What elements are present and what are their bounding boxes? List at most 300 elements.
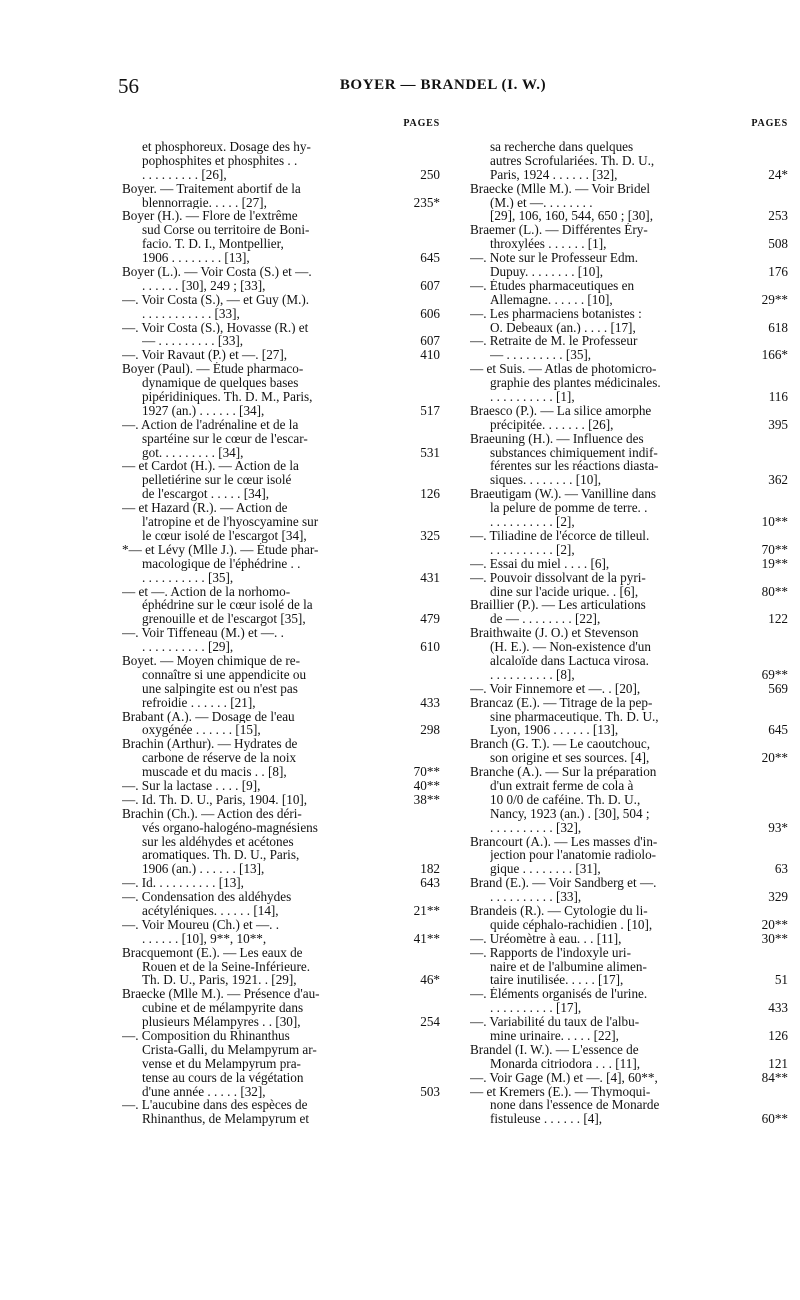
page-ref: 362 bbox=[768, 472, 788, 488]
page-ref: 325 bbox=[420, 527, 440, 543]
entry-text: Brand (E.). — Voir Sandberg et —. bbox=[470, 876, 657, 891]
index-entry-line bbox=[470, 362, 788, 376]
page-ref: 433 bbox=[768, 1000, 788, 1016]
index-entry-line bbox=[470, 459, 788, 473]
index-entry-line bbox=[470, 710, 788, 724]
entry-text: 1906 . . . . . . . . [13], bbox=[142, 251, 250, 266]
entry-text: . . . . . . . . . . [35], bbox=[142, 570, 234, 585]
index-entry-line bbox=[122, 279, 440, 293]
entry-text: Brancaz (E.). — Titrage de la pep- bbox=[470, 695, 653, 710]
entry-text: pophosphites et phosphites . . bbox=[142, 153, 298, 168]
page-ref: 643 bbox=[420, 875, 440, 891]
index-entry-line bbox=[470, 571, 788, 585]
entry-text: vense et du Melampyrum pra- bbox=[142, 1056, 301, 1071]
page-ref: 645 bbox=[420, 250, 440, 266]
index-entry-line bbox=[470, 723, 788, 737]
entry-text: Branch (G. T.). — Le caoutchouc, bbox=[470, 737, 651, 752]
entry-text: le cœur isolé de l'escargot [34], bbox=[142, 528, 307, 543]
entry-text: mine urinaire. . . . . [22], bbox=[490, 1029, 619, 1043]
page-ref: 69** bbox=[761, 666, 788, 682]
index-entry-line bbox=[470, 835, 788, 849]
page-ref: 29** bbox=[761, 291, 788, 307]
entry-text: . . . . . . . . . . [8], bbox=[490, 667, 575, 682]
entry-text: . . . . . . . . . . [33], bbox=[490, 890, 582, 904]
page-ref: 60** bbox=[761, 1111, 788, 1127]
entry-text: d'une année . . . . . [32], bbox=[142, 1084, 266, 1099]
entry-text: macologique de l'éphédrine . . bbox=[142, 556, 301, 571]
entry-text: —. Pouvoir dissolvant de la pyri- bbox=[470, 570, 646, 585]
index-entry-line bbox=[470, 793, 788, 807]
page-ref: 176 bbox=[768, 264, 788, 280]
entry-text: son origine et ses sources. [4], bbox=[490, 751, 650, 766]
index-entry-line bbox=[470, 140, 788, 154]
page-ref: 508 bbox=[768, 236, 788, 252]
index-entry-line bbox=[470, 265, 788, 279]
entry-text: dine sur l'acide urique. . [6], bbox=[490, 584, 639, 599]
entry-text: —. Id. . . . . . . . . . [13], bbox=[122, 876, 244, 891]
index-entry-line bbox=[122, 1057, 440, 1071]
entry-text: éphédrine sur le cœur isolé de la bbox=[142, 598, 313, 613]
entry-text: —. Voir Moureu (Ch.) et —. . bbox=[122, 917, 280, 932]
entry-text: Braemer (L.). — Différentes Éry- bbox=[470, 223, 648, 238]
left-column bbox=[122, 118, 440, 1126]
index-entry-line bbox=[122, 626, 440, 640]
index-entry-line bbox=[122, 376, 440, 390]
entry-text: —. Éléments organisés de l'urine. bbox=[470, 987, 648, 1002]
index-entry-line bbox=[470, 182, 788, 196]
index-entry-line bbox=[122, 807, 440, 821]
entry-text: —. Essai du miel . . . . [6], bbox=[470, 556, 610, 571]
entry-text: blennorragie. . . . . [27], bbox=[142, 195, 267, 210]
entry-text: —. Sur la lactase . . . . [9], bbox=[122, 778, 261, 793]
index-entry-line bbox=[122, 571, 440, 585]
index-entry-line bbox=[122, 585, 440, 599]
entry-text: substances chimiquement indif- bbox=[490, 445, 658, 460]
page-ref: 30** bbox=[761, 930, 788, 946]
index-entry-line bbox=[122, 654, 440, 668]
entry-text: Lyon, 1906 . . . . . . [13], bbox=[490, 723, 619, 738]
index-entry-line bbox=[122, 459, 440, 473]
page-ref: 38** bbox=[413, 791, 440, 807]
index-entry-line bbox=[122, 987, 440, 1001]
entry-text: Braesco (P.). — La silice amorphe bbox=[470, 403, 652, 418]
index-entry-line bbox=[470, 612, 788, 626]
index-entry-line bbox=[122, 793, 440, 807]
page-number: 56 bbox=[118, 74, 139, 98]
index-entry-line bbox=[122, 779, 440, 793]
entry-text: —. Voir Ravaut (P.) et —. [27], bbox=[122, 348, 288, 363]
index-entry-line bbox=[470, 987, 788, 1001]
entry-text: —. Les pharmaciens botanistes : bbox=[470, 306, 642, 321]
index-entry-line bbox=[122, 390, 440, 404]
entry-text: siques. . . . . . . . [10], bbox=[490, 473, 601, 488]
index-entry-line bbox=[470, 1071, 788, 1085]
page-ref: 126 bbox=[768, 1028, 788, 1043]
entry-text: *— et Lévy (Mlle J.). — Étude phar- bbox=[122, 542, 319, 557]
index-entry-line bbox=[470, 640, 788, 654]
entry-text: Brancourt (A.). — Les masses d'in- bbox=[470, 834, 658, 849]
entry-text: —. Uréomètre à eau. . . [11], bbox=[470, 931, 622, 946]
index-entry-line bbox=[470, 446, 788, 460]
index-entry-line bbox=[470, 196, 788, 210]
index-entry-line bbox=[122, 293, 440, 307]
page-ref: 20** bbox=[761, 916, 788, 932]
index-entry-line bbox=[470, 279, 788, 293]
index-entry-line bbox=[122, 251, 440, 265]
index-entry-line bbox=[122, 529, 440, 543]
index-entry-line bbox=[470, 932, 788, 946]
page-ref: 250 bbox=[420, 166, 440, 182]
entry-text: férentes sur les réactions diasta- bbox=[490, 459, 659, 474]
index-entry-line bbox=[470, 209, 788, 223]
entry-text: — et Hazard (R.). — Action de bbox=[122, 501, 288, 516]
page-ref: 10** bbox=[761, 514, 788, 530]
index-entry-line bbox=[122, 723, 440, 737]
entry-text: Boyer. — Traitement abortif de la bbox=[122, 181, 301, 196]
index-entry-line bbox=[122, 418, 440, 432]
index-entry-line bbox=[122, 696, 440, 710]
page-ref: 80** bbox=[761, 583, 788, 599]
index-entry-line bbox=[470, 418, 788, 432]
entry-text: plusieurs Mélampyres . . [30], bbox=[142, 1015, 301, 1030]
entry-text: jection pour l'anatomie radiolo- bbox=[490, 848, 657, 863]
index-entry-line bbox=[122, 1098, 440, 1112]
index-entry-line bbox=[470, 598, 788, 612]
entry-text: — et Suis. — Atlas de photomicro- bbox=[470, 362, 657, 377]
index-entry-line bbox=[122, 446, 440, 460]
entry-text: —. Retraite de M. le Professeur bbox=[470, 334, 638, 349]
entry-text: Allemagne. . . . . . [10], bbox=[490, 292, 613, 307]
index-entry-line bbox=[470, 251, 788, 265]
entry-text: de — . . . . . . . . [22], bbox=[490, 612, 601, 627]
page-ref: 607 bbox=[420, 333, 440, 349]
entry-text: . . . . . . . . . . [1], bbox=[490, 390, 575, 404]
index-entry-line bbox=[470, 848, 788, 862]
index-entry-line bbox=[470, 737, 788, 751]
entry-text: — et Cardot (H.). — Action de la bbox=[122, 459, 299, 474]
index-entry-line bbox=[122, 751, 440, 765]
index-entry-line bbox=[122, 168, 440, 182]
index-entry-line bbox=[122, 432, 440, 446]
entry-text: none dans l'essence de Monarde bbox=[490, 1098, 660, 1113]
page-ref: 329 bbox=[768, 889, 788, 905]
pages-label: PAGES bbox=[403, 118, 440, 129]
index-entry-line bbox=[122, 140, 440, 154]
entry-text: alcaloïde dans Lactuca virosa. bbox=[490, 653, 649, 668]
index-entry-line bbox=[122, 1071, 440, 1085]
index-entry-line bbox=[122, 918, 440, 932]
entry-text: oxygénée . . . . . . [15], bbox=[142, 723, 261, 738]
index-entry-line bbox=[470, 876, 788, 890]
index-entry-line bbox=[470, 321, 788, 335]
entry-text: Braithwaite (J. O.) et Stevenson bbox=[470, 626, 639, 641]
index-entry-line bbox=[470, 973, 788, 987]
index-entry-line bbox=[470, 682, 788, 696]
right-column bbox=[470, 118, 788, 1126]
entry-text: . . . . . . . . . . [2], bbox=[490, 542, 575, 557]
index-entry-line bbox=[470, 376, 788, 390]
index-entry-line bbox=[122, 223, 440, 237]
page-ref: 645 bbox=[768, 722, 788, 738]
page-ref: 166* bbox=[761, 347, 788, 363]
page-ref: 46* bbox=[420, 972, 440, 988]
index-entry-line bbox=[122, 348, 440, 362]
entry-text: Brachin (Arthur). — Hydrates de bbox=[122, 737, 298, 752]
index-entry-line bbox=[470, 501, 788, 515]
index-entry-line bbox=[122, 821, 440, 835]
entry-text: spartéine sur le cœur de l'escar- bbox=[142, 431, 308, 446]
entry-text: Rhinanthus, de Melampyrum et bbox=[142, 1112, 310, 1127]
entry-text: sud Corse ou territoire de Boni- bbox=[142, 223, 310, 238]
page-ref: 21** bbox=[413, 902, 440, 918]
index-entry-line bbox=[122, 321, 440, 335]
entry-text: (M.) et —. . . . . . . . bbox=[490, 195, 593, 210]
index-entry-line bbox=[470, 751, 788, 765]
entry-text: sine pharmaceutique. Th. D. U., bbox=[490, 709, 659, 724]
page-ref: 479 bbox=[420, 611, 440, 627]
entry-text: taire inutilisée. . . . . [17], bbox=[490, 973, 624, 988]
index-entry-line bbox=[470, 807, 788, 821]
entry-text: —. Voir Costa (S.), Hovasse (R.) et bbox=[122, 320, 309, 335]
entry-text: Brachin (Ch.). — Action des déri- bbox=[122, 806, 302, 821]
index-entry-line bbox=[122, 848, 440, 862]
entry-text: naire et de l'albumine alimen- bbox=[490, 959, 647, 974]
entry-text: Monarda citriodora . . . [11], bbox=[490, 1056, 641, 1071]
entry-text: Crista-Galli, du Melampyrum ar- bbox=[142, 1042, 317, 1057]
index-entry-line bbox=[122, 598, 440, 612]
entry-text: aromatiques. Th. D. U., Paris, bbox=[142, 848, 300, 863]
entry-text: Branche (A.). — Sur la préparation bbox=[470, 765, 657, 779]
index-entry-line bbox=[470, 1029, 788, 1043]
index-entry-line bbox=[470, 168, 788, 182]
index-entry-line bbox=[470, 862, 788, 876]
index-entry-line bbox=[122, 1085, 440, 1099]
page-ref: 40** bbox=[413, 777, 440, 793]
page-ref: 84** bbox=[761, 1069, 788, 1085]
index-entry-line bbox=[122, 765, 440, 779]
entry-text: —. Note sur le Professeur Edm. bbox=[470, 251, 639, 266]
entry-text: (H. E.). — Non-existence d'un bbox=[490, 640, 651, 654]
index-entry-line bbox=[122, 932, 440, 946]
index-entry-line bbox=[470, 765, 788, 779]
page-ref: 254 bbox=[420, 1014, 440, 1030]
entry-text: muscade et du macis . . [8], bbox=[142, 765, 287, 779]
entry-text: de l'escargot . . . . . [34], bbox=[142, 487, 270, 502]
index-entry-line bbox=[470, 918, 788, 932]
index-entry-line bbox=[470, 348, 788, 362]
page-ref: 298 bbox=[420, 722, 440, 738]
index-entry-line bbox=[122, 946, 440, 960]
page-ref: 569 bbox=[768, 680, 788, 696]
index-entry-line bbox=[470, 960, 788, 974]
entry-text: tense au cours de la végétation bbox=[142, 1070, 304, 1085]
index-entry-line bbox=[470, 307, 788, 321]
entry-text: connaître si une appendicite ou bbox=[142, 667, 307, 682]
entry-text: —. Id. Th. D. U., Paris, 1904. [10], bbox=[122, 792, 308, 807]
entry-text: — et Kremers (E.). — Thymoqui- bbox=[470, 1084, 651, 1099]
index-entry-line bbox=[122, 640, 440, 654]
index-entry-line bbox=[122, 612, 440, 626]
index-entry-line bbox=[122, 1029, 440, 1043]
page-ref: 253 bbox=[768, 208, 788, 224]
index-entry-line bbox=[470, 668, 788, 682]
entry-text: Brandel (I. W.). — L'essence de bbox=[470, 1042, 639, 1057]
entry-text: Boyer (L.). — Voir Costa (S.) et —. bbox=[122, 265, 312, 279]
index-entry-line bbox=[122, 668, 440, 682]
entry-text: —. Voir Costa (S.), — et Guy (M.). bbox=[122, 292, 310, 307]
entry-text: Rouen et de la Seine-Inférieure. bbox=[142, 959, 311, 974]
index-entry-line bbox=[122, 682, 440, 696]
entry-text: throxylées . . . . . . [1], bbox=[490, 237, 607, 252]
entry-text: got. . . . . . . . . [34], bbox=[142, 445, 244, 460]
page-ref: 182 bbox=[420, 861, 440, 877]
entry-text: . . . . . . . . . [26], bbox=[142, 167, 227, 182]
entry-text: sa recherche dans quelques bbox=[490, 140, 634, 154]
index-entry-line bbox=[470, 1057, 788, 1071]
entry-text: —. Variabilité du taux de l'albu- bbox=[470, 1015, 640, 1030]
entry-text: facio. T. D. I., Montpellier, bbox=[142, 237, 284, 252]
entry-text: la pelure de pomme de terre. . bbox=[490, 501, 648, 516]
entry-text: graphie des plantes médicinales. bbox=[490, 376, 661, 391]
index-entry-line bbox=[470, 1001, 788, 1015]
entry-text: . . . . . . [30], 249 ; [33], bbox=[142, 278, 266, 293]
page-ref: 63 bbox=[774, 861, 788, 877]
entry-text: acétyléniques. . . . . . [14], bbox=[142, 903, 279, 918]
index-entry-line bbox=[122, 154, 440, 168]
entry-text: vés organo-halogéno-magnésiens bbox=[142, 820, 318, 835]
entry-text: grenouille et de l'escargot [35], bbox=[142, 612, 306, 627]
page-ref: 121 bbox=[768, 1055, 788, 1071]
entry-text: —. Études pharmaceutiques en bbox=[470, 278, 635, 293]
page-ref: 122 bbox=[768, 611, 788, 627]
index-entry-line bbox=[470, 473, 788, 487]
pages-label: PAGES bbox=[751, 118, 788, 129]
page-ref: 433 bbox=[420, 694, 440, 710]
page-ref: 51 bbox=[774, 972, 788, 988]
entry-text: Braecke (Mlle M.). — Présence d'au- bbox=[122, 987, 320, 1002]
index-entry-line bbox=[122, 196, 440, 210]
page-ref: 503 bbox=[420, 1083, 440, 1099]
page-ref: 116 bbox=[768, 389, 788, 405]
entry-text: et phosphoreux. Dosage des hy- bbox=[142, 140, 311, 154]
page-ref: 70** bbox=[761, 541, 788, 557]
page-ref: 235* bbox=[413, 194, 440, 210]
page-ref: 531 bbox=[420, 444, 440, 460]
index-entry-line bbox=[470, 223, 788, 237]
entry-text: —. Tiliadine de l'écorce de tilleul. bbox=[470, 528, 650, 543]
index-entry-line bbox=[470, 404, 788, 418]
entry-text: une salpingite est ou n'est pas bbox=[142, 681, 298, 696]
page-ref: 606 bbox=[420, 305, 440, 321]
entry-text: sur les aldéhydes et acétones bbox=[142, 834, 294, 849]
page-ref: 70** bbox=[413, 764, 440, 780]
entry-text: 10 0/0 de caféine. Th. D. U., bbox=[490, 792, 641, 807]
index-entry-line bbox=[470, 696, 788, 710]
entry-text: fistuleuse . . . . . . [4], bbox=[490, 1112, 603, 1127]
index-entry-line bbox=[122, 1112, 440, 1126]
entry-text: Braillier (P.). — Les articulations bbox=[470, 598, 646, 613]
index-entry-line bbox=[122, 334, 440, 348]
entry-text: —. Voir Tiffeneau (M.) et —. . bbox=[122, 626, 284, 641]
entry-text: Braeuning (H.). — Influence des bbox=[470, 431, 644, 446]
entry-text: . . . . . . [10], 9**, 10**, bbox=[142, 931, 267, 946]
index-entry-line bbox=[122, 876, 440, 890]
index-entry-line bbox=[470, 1043, 788, 1057]
index-entry-line bbox=[470, 1098, 788, 1112]
entry-text: O. Debeaux (an.) . . . . [17], bbox=[490, 320, 636, 335]
index-entry-line bbox=[122, 182, 440, 196]
index-entry-line bbox=[122, 307, 440, 321]
entry-text: Braecke (Mlle M.). — Voir Bridel bbox=[470, 181, 651, 196]
index-entry-line bbox=[470, 654, 788, 668]
entry-text: dynamique de quelques bases bbox=[142, 376, 299, 391]
index-entry-line bbox=[122, 890, 440, 904]
entry-text: [29], 106, 160, 544, 650 ; [30], bbox=[490, 209, 653, 224]
index-entry-line bbox=[470, 1112, 788, 1126]
index-entry-line bbox=[470, 890, 788, 904]
index-entry-line bbox=[470, 334, 788, 348]
index-entry-line bbox=[122, 557, 440, 571]
entry-text: — et —. Action de la norhomo- bbox=[122, 584, 291, 599]
entry-text: Bracquemont (E.). — Les eaux de bbox=[122, 945, 303, 960]
entry-text: autres Scrofulariées. Th. D. U., bbox=[490, 153, 655, 168]
index-entry-line bbox=[122, 710, 440, 724]
index-entry-line bbox=[122, 265, 440, 279]
entry-text: Th. D. U., Paris, 1921. . [29], bbox=[142, 973, 297, 988]
index-entry-line bbox=[470, 946, 788, 960]
index-entry-line bbox=[470, 904, 788, 918]
index-entry-line bbox=[122, 362, 440, 376]
entry-text: Dupuy. . . . . . . . [10], bbox=[490, 265, 604, 279]
entry-text: —. Voir Gage (M.) et —. [4], 60**, bbox=[470, 1070, 658, 1085]
page-header bbox=[118, 74, 768, 104]
entry-text: Paris, 1924 . . . . . . [32], bbox=[490, 167, 618, 182]
page-ref: 19** bbox=[761, 555, 788, 571]
page-ref: 610 bbox=[420, 639, 440, 655]
index-entry-line bbox=[122, 1015, 440, 1029]
entry-text: carbone de réserve de la noix bbox=[142, 751, 297, 766]
entry-text: l'atropine et de l'hyoscyamine sur bbox=[142, 515, 319, 529]
entry-text: pelletiérine sur le cœur isolé bbox=[142, 473, 292, 488]
running-head: BOYER — BRANDEL (I. W.) bbox=[339, 77, 547, 93]
index-entry-line bbox=[470, 432, 788, 446]
page-ref: 607 bbox=[420, 277, 440, 293]
index-entry-line bbox=[470, 1015, 788, 1029]
entry-text: Brandeis (R.). — Cytologie du li- bbox=[470, 903, 648, 918]
index-entry-line bbox=[122, 473, 440, 487]
entry-text: —. Condensation des aldéhydes bbox=[122, 890, 292, 904]
index-entry-line bbox=[470, 487, 788, 501]
entry-text: précipitée. . . . . . . [26], bbox=[490, 417, 614, 432]
index-entry-line bbox=[470, 821, 788, 835]
index-entry-line bbox=[470, 585, 788, 599]
page-ref: 618 bbox=[768, 319, 788, 335]
entry-text: 1927 (an.) . . . . . . [34], bbox=[142, 403, 265, 418]
index-entry-line bbox=[122, 501, 440, 515]
index-entry-line bbox=[122, 737, 440, 751]
entry-text: . . . . . . . . . . [29], bbox=[142, 640, 234, 654]
index-entry-line bbox=[122, 237, 440, 251]
entry-text: Boyer (H.). — Flore de l'extrême bbox=[122, 209, 298, 224]
index-entry-line bbox=[470, 154, 788, 168]
entry-text: gique . . . . . . . . [31], bbox=[490, 862, 601, 877]
entry-text: pipéridiniques. Th. D. M., Paris, bbox=[142, 390, 313, 404]
index-entry-line bbox=[122, 404, 440, 418]
entry-text: cubine et de mélampyrite dans bbox=[142, 1001, 304, 1016]
entry-text: 1906 (an.) . . . . . . [13], bbox=[142, 862, 265, 877]
entry-text: Boyer (Paul). — Étude pharmaco- bbox=[122, 362, 304, 377]
page-ref: 126 bbox=[420, 486, 440, 502]
